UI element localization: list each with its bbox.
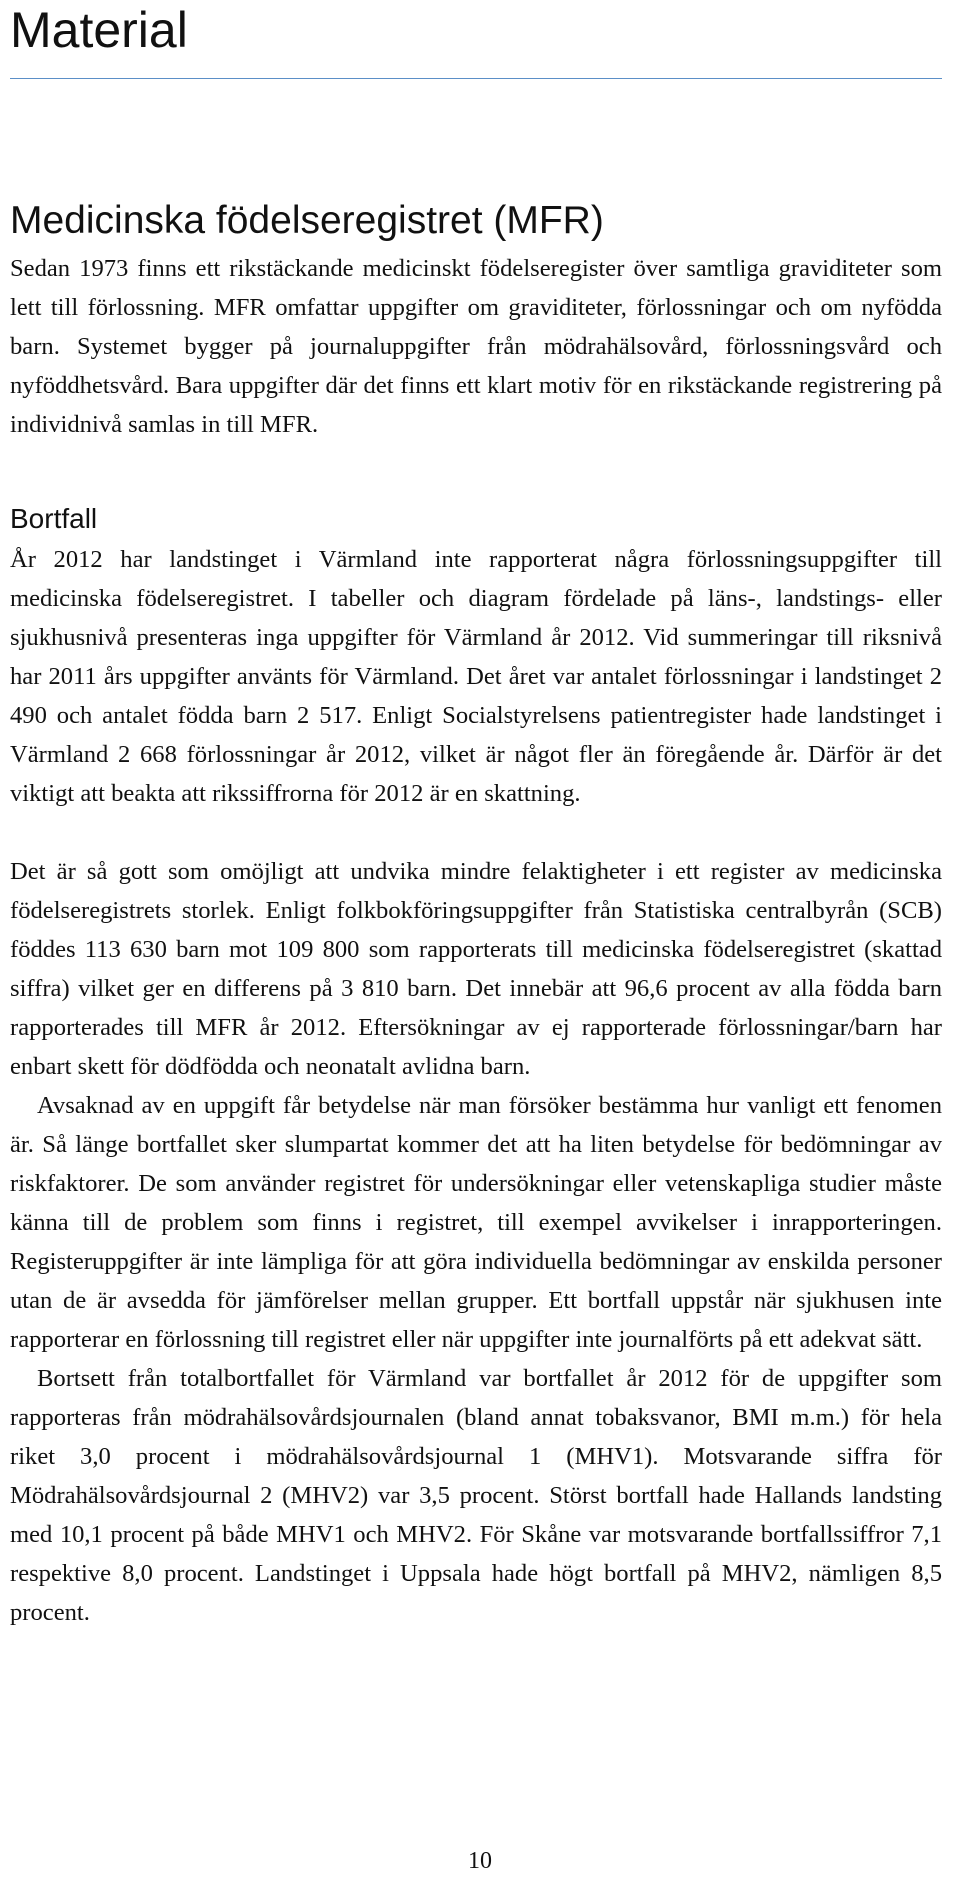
bortfall-paragraph-2: Det är så gott som omöjligt att undvika mindre felaktigheter i ett register av medicinska födelseregistrets storlek. Enligt folkbokföringsuppgifter från Statistiska centralbyrån (SCB) föddes 113 630 barn mot 109 800 som rapporterats till medicinska födelseregistret (skattad siffra) vilket ger en differens på 3 810 barn. Det innebär att 96,6 procent av alla födda barn rapporterades till MFR år 2012. Eftersökningar av ej rapporterade förlossningar/barn har enbart skett för dödfödda och neonatalt avlidna barn. — [10, 858, 942, 1080]
chapter-title-rule — [10, 78, 942, 79]
chapter-title: Material — [10, 2, 188, 58]
bortfall-paragraph-4: Bortsett från totalbortfallet för Värmland var bortfallet år 2012 för de uppgifter som rapporteras från mödrahälsovårdsjournalen (bland annat tobaksvanor, BMI m.m.) för hela riket 3,0 procent i mödrahälsovårdsjournal 1 (MHV1). Motsvarande siffra för Mödrahälsovårdsjournal 2 (MHV2) var 3,5 procent. Störst bortfall hade Hallands landsting med 10,1 procent på både MHV1 och MHV2. För Skåne var motsvarande bortfallssiffror 7,1 respektive 8,0 procent. Landstinget i Uppsala hade högt bortfall på MHV2, nämligen 8,5 procent. — [10, 1365, 942, 1626]
page-number: 10 — [468, 1848, 492, 1874]
bortfall-paragraph-3: Avsaknad av en uppgift får betydelse när man försöker bestämma hur vanligt ett fenomen är. Så länge bortfallet sker slumpartat kommer det att ha liten betydelse för bedömningar av riskfaktorer. De som använder registret för undersökningar eller vetenskapliga studier måste känna till de problem som finns i registret, till exempel avvikelser i inrapporteringen. Registeruppgifter är inte lämpliga för att göra individuella bedömningar av enskilda personer utan de är avsedda för jämförelser mellan grupper. Ett bortfall uppstår när sjukhusen inte rapporterar en förlossning till registret eller när uppgifter inte journalförts på ett adekvat sätt. — [10, 1092, 942, 1353]
section-intro-paragraph: Sedan 1973 finns ett rikstäckande medicinskt födelseregister över samtliga graviditeter som lett till förlossning. MFR omfattar uppgifter om graviditeter, förlossningar och om nyfödda barn. Systemet bygger på journaluppgifter från mödrahälsovård, förlossningsvård och nyföddhetsvård. Bara uppgifter där det finns ett klart motiv för en rikstäckande registrering på individnivå samlas in till MFR. — [10, 255, 942, 438]
subsection-title-bortfall: Bortfall — [10, 503, 98, 534]
section-title: Medicinska födelseregistret (MFR) — [10, 199, 604, 242]
bortfall-paragraph-1: År 2012 har landstinget i Värmland inte rapporterat några förlossningsuppgifter till medicinska födelseregistret. I tabeller och diagram fördelade på läns-, landstings- eller sjukhusnivå presenteras inga uppgifter för Värmland år 2012. Vid summeringar till riksnivå har 2011 års uppgifter använts för Värmland. Det året var antalet förlossningar i landstinget 2 490 och antalet födda barn 2 517. Enligt Socialstyrelsens patientregister hade landstinget i Värmland 2 668 förlossningar år 2012, vilket är något fler än föregående år. Därför är det viktigt att beakta att rikssiffrorna för 2012 är en skattning. — [10, 546, 942, 807]
